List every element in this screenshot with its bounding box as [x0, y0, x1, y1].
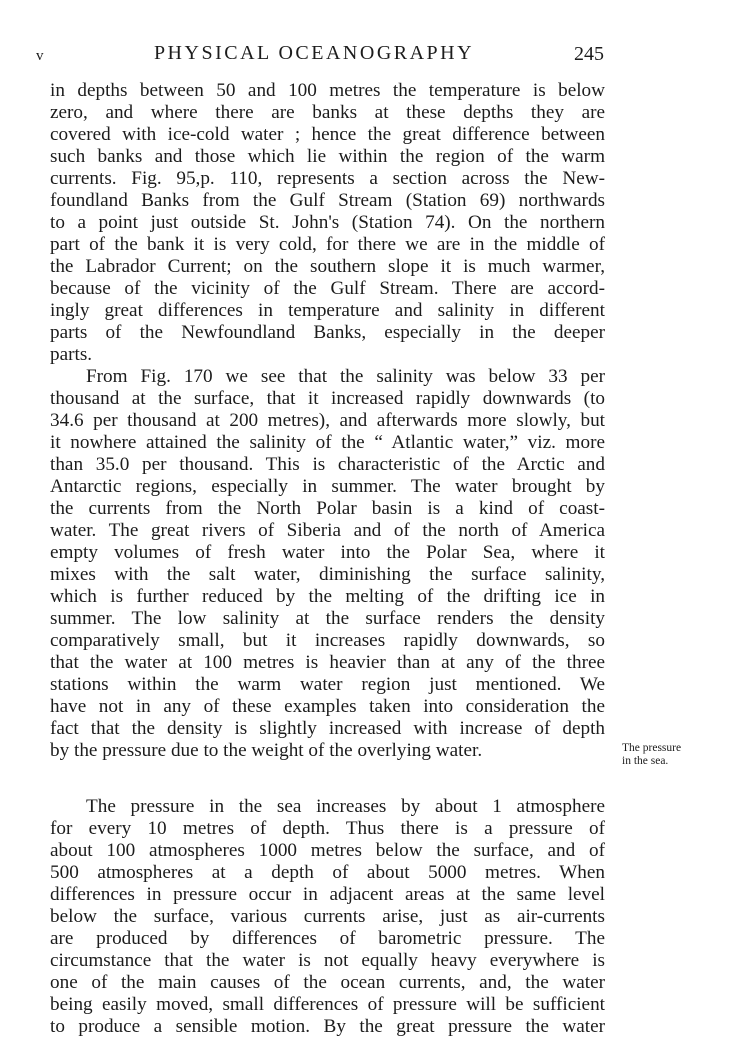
text-line: thousand at the surface, that it increased rapidly downwards (to: [50, 388, 605, 409]
text-line: comparatively small, but it increases rapidly downwards, so: [50, 630, 605, 651]
margin-note-line: in the sea.: [622, 755, 669, 767]
text-line: parts.: [50, 344, 93, 365]
text-line: it nowhere attained the salinity of the “ Atlantic water,” viz. more: [50, 432, 605, 453]
page-number: 245: [574, 43, 604, 65]
text-line: about 100 atmospheres 1000 metres below the surface, and of: [50, 840, 605, 861]
text-line: which is further reduced by the melting of the drifting ice in: [50, 586, 605, 607]
text-line: the Labrador Current; on the southern slope it is much warmer,: [50, 256, 605, 277]
chapter-number: v: [36, 48, 44, 64]
text-line: by the pressure due to the weight of the overlying water.: [50, 740, 483, 761]
text-line: are produced by differences of barometric pressure. The: [50, 928, 605, 949]
text-line: stations within the warm water region just mentioned. We: [50, 674, 605, 695]
text-line: zero, and where there are banks at these depths they are: [50, 102, 605, 123]
running-header: [36, 42, 604, 72]
text-line: part of the bank it is very cold, for there we are in the middle of: [50, 234, 605, 255]
text-line: mixes with the salt water, diminishing the surface salinity,: [50, 564, 605, 585]
page-title: PHYSICAL OCEANOGRAPHY: [153, 42, 475, 64]
text-line: than 35.0 per thousand. This is characteristic of the Arctic and: [50, 454, 605, 475]
text-line: fact that the density is slightly increased with increase of depth: [50, 718, 605, 739]
text-line: summer. The low salinity at the surface renders the density: [50, 608, 605, 629]
text-line: empty volumes of fresh water into the Polar Sea, where it: [50, 542, 605, 563]
text-line: The pressure in the sea increases by about 1 atmosphere: [86, 796, 605, 817]
text-line: covered with ice-cold water ; hence the great difference between: [50, 124, 605, 145]
text-line: 500 atmospheres at a depth of about 5000 metres. When: [50, 862, 605, 883]
text-line: one of the main causes of the ocean currents, and, the water: [50, 972, 605, 993]
text-line: because of the vicinity of the Gulf Stream. There are accord-: [50, 278, 605, 299]
text-line: to a point just outside St. John's (Station 74). On the northern: [50, 212, 605, 233]
text-line: that the water at 100 metres is heavier than at any of the three: [50, 652, 605, 673]
text-line: to produce a sensible motion. By the great pressure the water: [50, 1016, 605, 1037]
text-line: circumstance that the water is not equally heavy everywhere is: [50, 950, 605, 971]
text-line: foundland Banks from the Gulf Stream (Station 69) northwards: [50, 190, 605, 211]
text-line: in depths between 50 and 100 metres the temperature is below: [50, 80, 605, 101]
text-line: being easily moved, small differences of pressure will be sufficient: [50, 994, 605, 1015]
text-line: ingly great differences in temperature and salinity in different: [50, 300, 605, 321]
text-line: have not in any of these examples taken into consideration the: [50, 696, 605, 717]
text-line: the currents from the North Polar basin is a kind of coast-: [50, 498, 605, 519]
text-line: 34.6 per thousand at 200 metres), and afterwards more slowly, but: [50, 410, 605, 431]
text-line: for every 10 metres of depth. Thus there is a pressure of: [50, 818, 605, 839]
text-line: parts of the Newfoundland Banks, especially in the deeper: [50, 322, 605, 343]
margin-note: [622, 742, 681, 768]
text-line: differences in pressure occur in adjacent areas at the same level: [50, 884, 605, 905]
text-line: currents. Fig. 95,p. 110, represents a section across the New-: [50, 168, 605, 189]
text-line: From Fig. 170 we see that the salinity was below 33 per: [86, 366, 605, 387]
text-line: Antarctic regions, especially in summer. The water brought by: [50, 476, 605, 497]
text-line: water. The great rivers of Siberia and of the north of America: [50, 520, 605, 541]
text-line: such banks and those which lie within the region of the warm: [50, 146, 605, 167]
margin-note-line: The pressure: [622, 742, 682, 754]
text-line: below the surface, various currents arise, just as air-currents: [50, 906, 605, 927]
